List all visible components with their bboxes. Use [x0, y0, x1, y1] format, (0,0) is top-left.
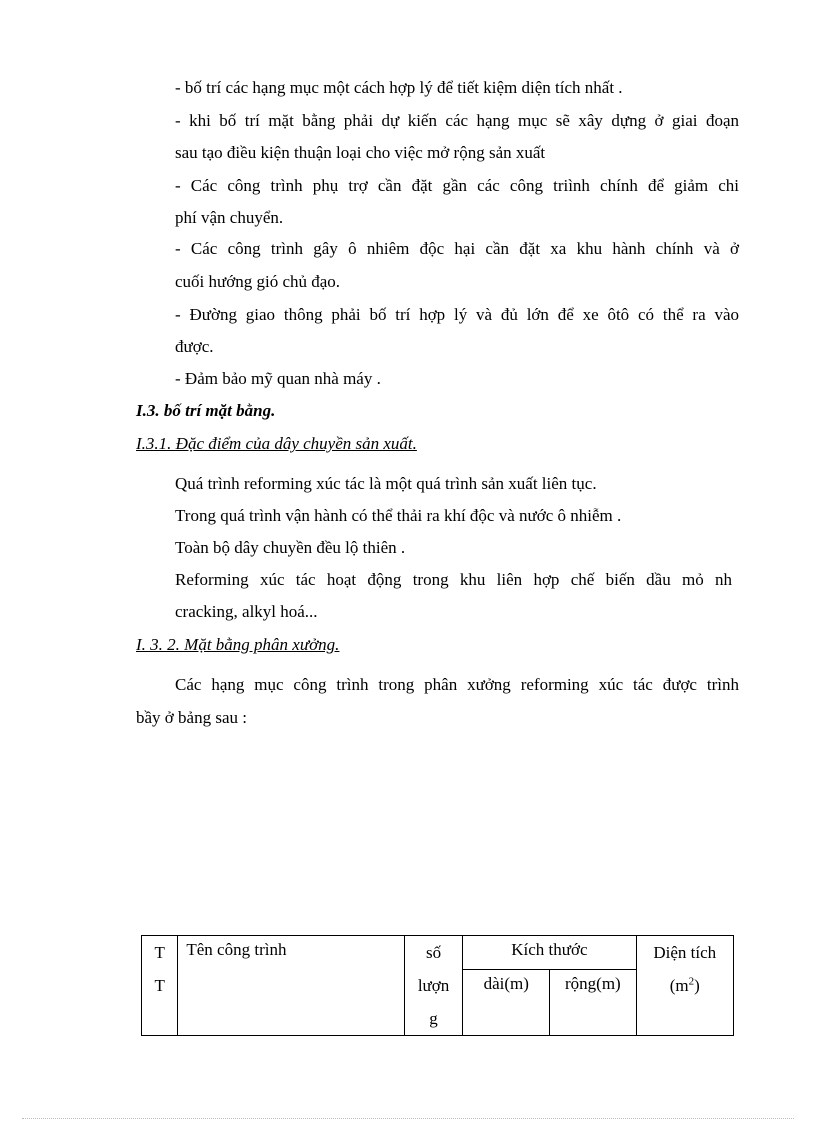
header-area-line1: Diện tích [653, 943, 717, 962]
bullet-6: - Đảm bảo mỹ quan nhà máy . [175, 369, 381, 388]
header-tt-line2: T [154, 976, 165, 995]
header-tt [142, 936, 178, 1036]
bullet-2-line2: sau tạo điều kiện thuận loại cho việc mở rộng sản xuất [175, 143, 546, 162]
bullet-1: - bố trí các hạng mục một cách hợp lý để tiết kiệm diện tích nhất . [175, 78, 623, 97]
bullet-4-line2: cuối hướng gió chủ đạo. [175, 272, 341, 291]
header-width: rộng(m) [550, 970, 636, 1036]
section-heading: I.3. bố trí mặt bằng. [136, 401, 276, 420]
header-quantity-line2: lượn [417, 976, 450, 995]
bullet-3-line2: phí vận chuyển. [175, 208, 284, 227]
paragraph-1: Quá trình reforming xúc tác là một quá trình sản xuất liên tục. [175, 474, 597, 493]
area-unit: (m [669, 976, 689, 995]
header-quantity-line3: g [429, 1009, 438, 1028]
paragraph-5-line1: Các hạng mục công trình trong phân xưởng reforming xúc tác được trình [175, 675, 739, 694]
paragraph-5-line2: bầy ở bảng sau : [136, 708, 247, 727]
header-length: dài(m) [463, 970, 550, 1036]
header-quantity-line1: số [425, 943, 442, 962]
header-dimensions: Kích thước [463, 936, 636, 970]
header-area [636, 936, 734, 1036]
header-tt-line1: T [154, 943, 165, 962]
area-unit-sup: 2 [688, 975, 695, 988]
construction-items-table [141, 935, 734, 1036]
header-quantity [404, 936, 462, 1036]
header-area-line2 [637, 969, 734, 1002]
bullet-5-line1: - Đường giao thông phải bố trí hợp lý và đủ lớn để xe ôtô có thể ra vào [175, 305, 739, 324]
subsection-heading-1: I.3.1. Đặc điểm của dây chuyền sản xuất. [136, 434, 417, 453]
bullet-3-line1: - Các công trình phụ trợ cần đặt gần các công triình chính để giảm chi [175, 176, 739, 195]
bullet-5-line2: được. [175, 337, 214, 356]
bullet-2-line1: - khi bố trí mặt bằng phải dự kiến các hạng mục sẽ xây dựng ở giai đoạn [175, 111, 739, 130]
paragraph-3: Toàn bộ dây chuyền đều lộ thiên . [175, 538, 406, 557]
area-unit-close: ) [694, 976, 700, 995]
bullet-4-line1: - Các công trình gây ô nhiêm độc hại cần đặt xa khu hành chính và ở [175, 239, 739, 258]
page-bottom-divider [22, 1118, 794, 1119]
paragraph-4-line1: Reforming xúc tác hoạt động trong khu liên hợp chế biến dầu mỏ nh [175, 570, 732, 589]
paragraph-2: Trong quá trình vận hành có thể thải ra khí độc và nước ô nhiễm . [175, 506, 622, 525]
paragraph-4-line2: cracking, alkyl hoá... [175, 602, 318, 621]
header-name: Tên công trình [178, 936, 405, 1036]
subsection-heading-2: I. 3. 2. Mặt bằng phân xưởng. [136, 635, 340, 654]
